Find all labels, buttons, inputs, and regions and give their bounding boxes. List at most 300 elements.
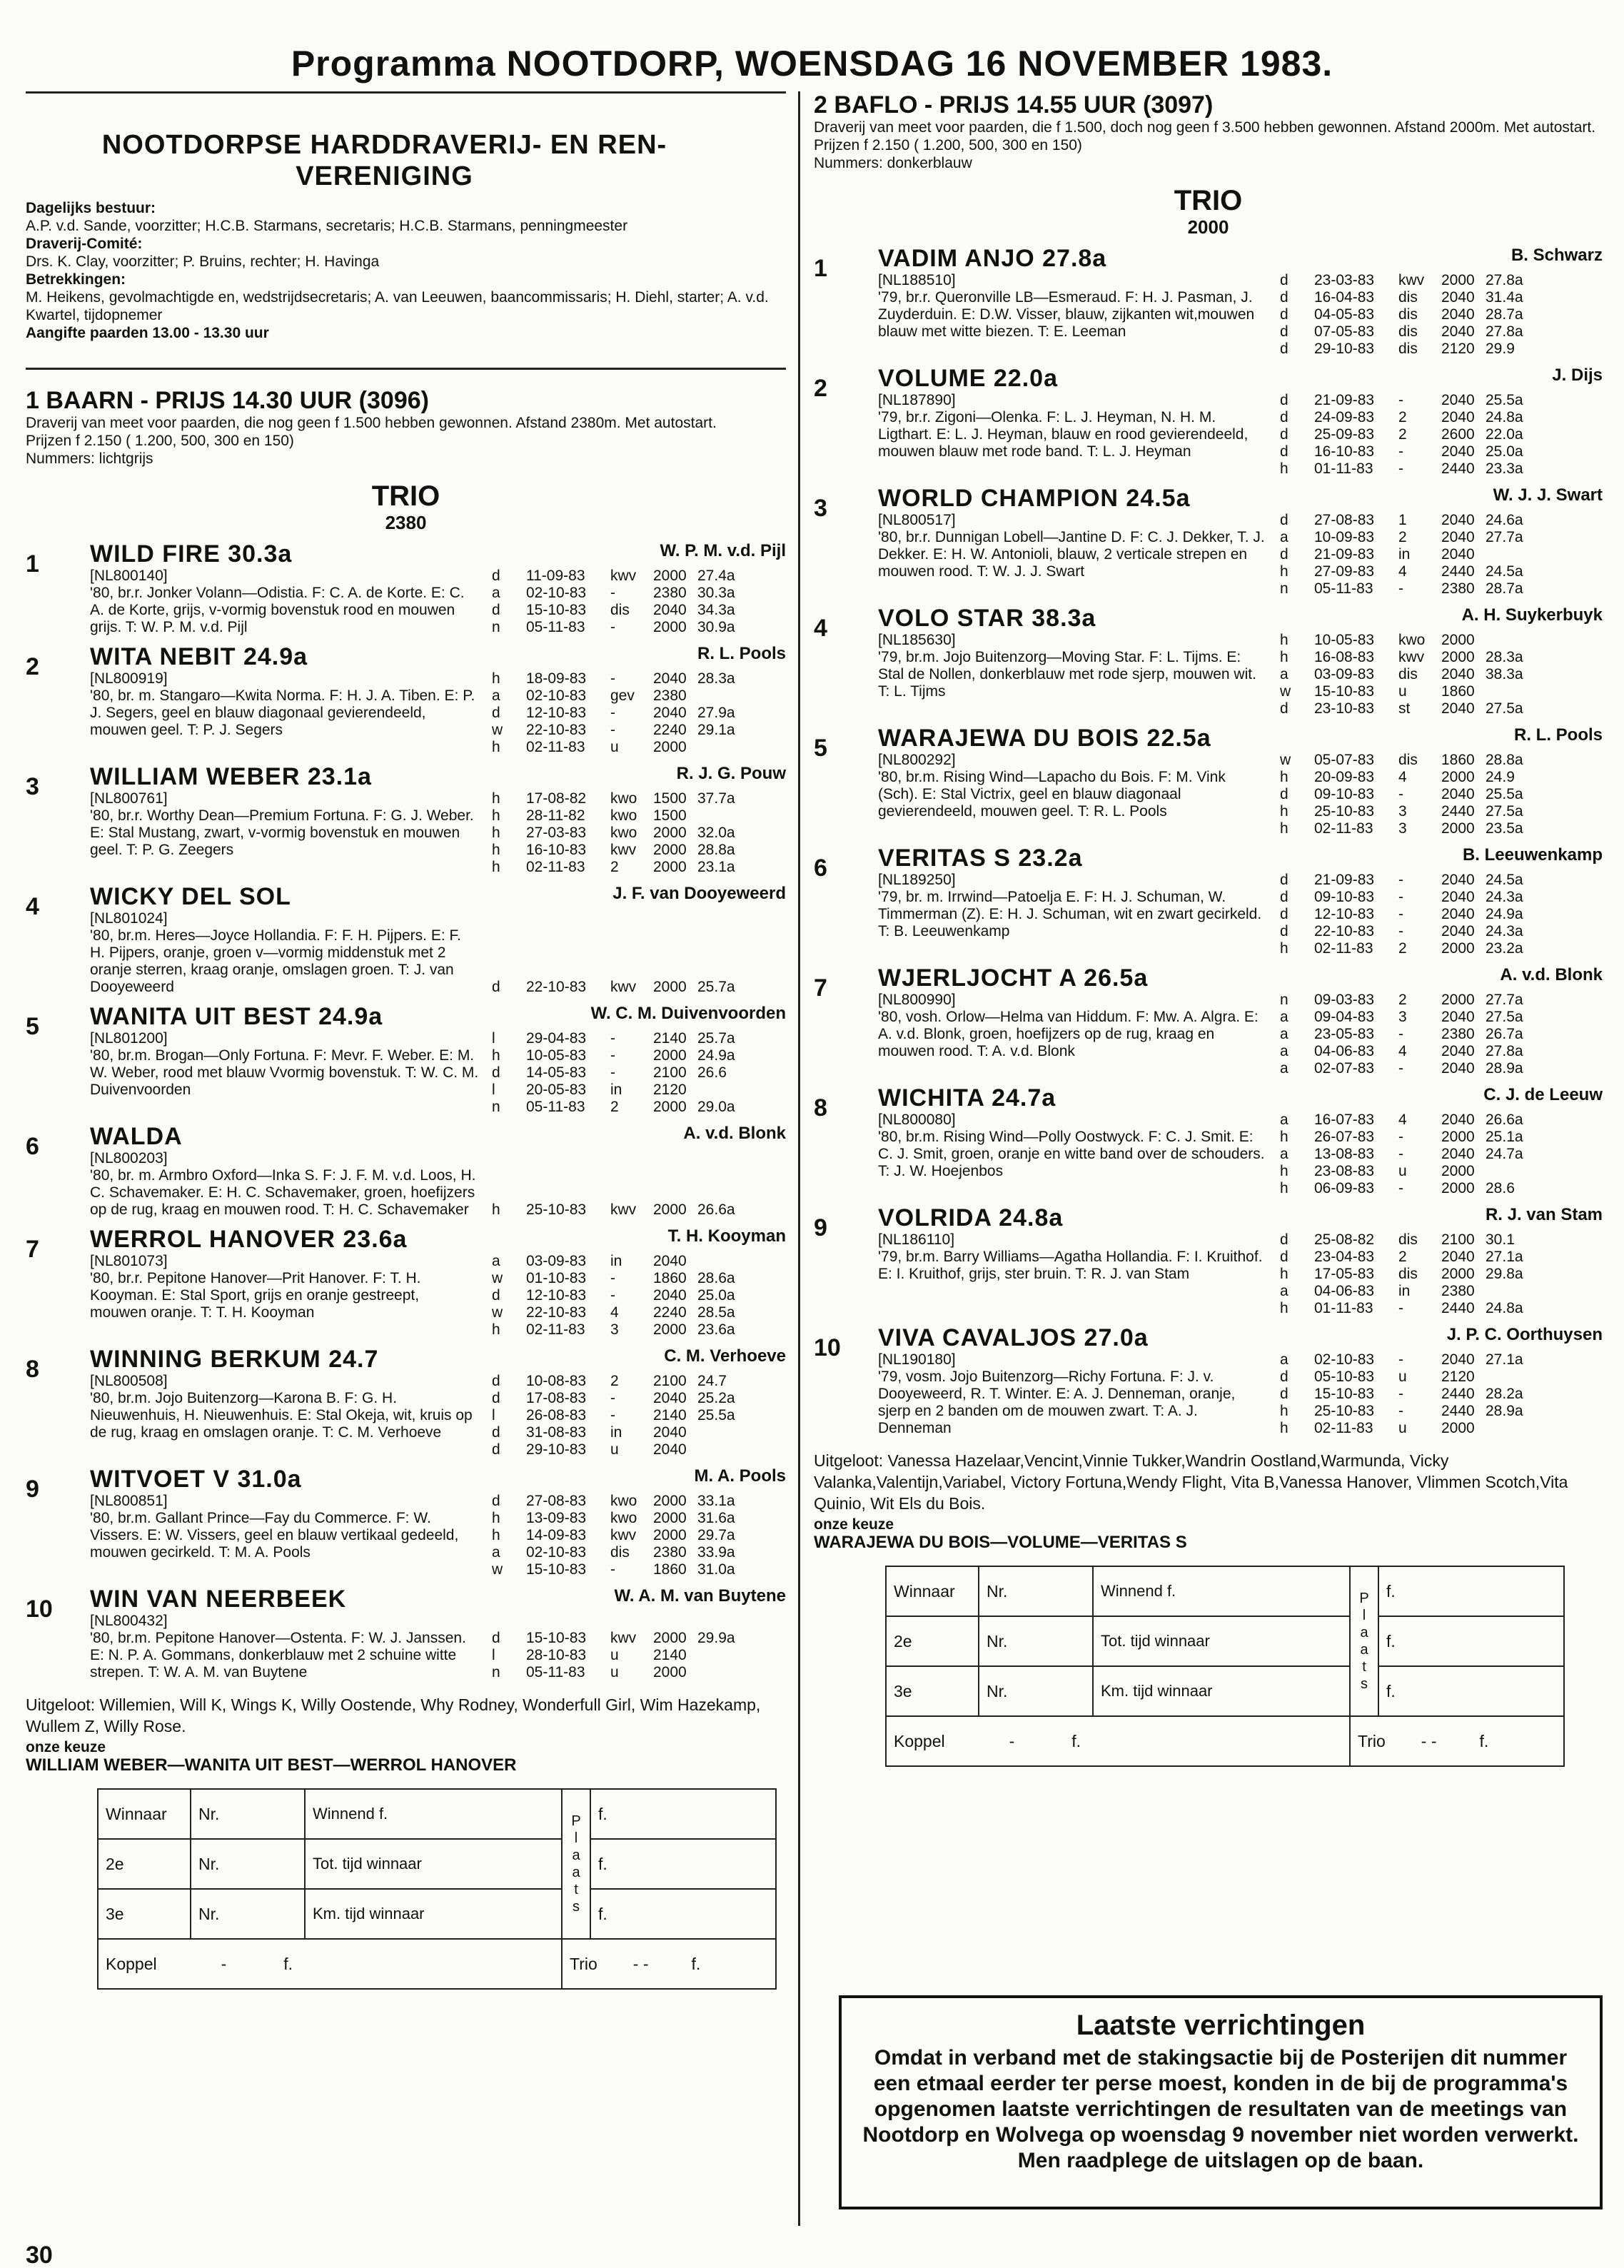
result-cell: a [1280,1146,1288,1162]
horse-body [90,883,786,996]
result-cell: 1500 [653,807,687,824]
horse-info [878,992,1603,1077]
horse-body [90,1466,786,1578]
result-cell: kwv [610,979,637,995]
result-cell: 2040 [653,1390,687,1406]
result-cell: 25.1a [1486,1129,1523,1145]
horse-registration: [NL800990] [878,992,956,1008]
result-cell: h [492,790,500,807]
result-cell: 24.5a [1486,872,1523,888]
form-f-field[interactable]: f. [590,1839,776,1889]
horse-entry [814,845,1603,957]
result-cell: - [610,1390,615,1406]
form-f-field[interactable]: f. [1378,1566,1564,1616]
result-cell: - [1398,1403,1403,1419]
bestuur-label: Dagelijks bestuur: [26,200,156,216]
horse-name: WIN VAN NEERBEEK [90,1586,347,1613]
result-cell: 13-08-83 [1314,1146,1375,1162]
horse-info [90,1253,786,1339]
result-cell: 15-10-83 [1314,683,1375,700]
horse-name: WORLD CHAMPION 24.5a [878,485,1191,512]
result-cell: 2440 [1441,460,1475,477]
result-cell: d [1280,289,1288,306]
result-cell: d [1280,512,1288,528]
horse-registration: [NL800432] [90,1613,168,1629]
horse-registration: [NL800080] [878,1112,956,1128]
result-cell: 16-04-83 [1314,289,1375,306]
form-f-field[interactable]: f. [590,1889,776,1939]
result-cell: kwv [1398,272,1425,288]
result-cell: a [1280,1351,1288,1368]
result-cell: - [1398,923,1403,939]
horse-name: WICKY DEL SOL [90,883,291,910]
race-1-numbers: Nummers: lichtgrijs [26,450,153,467]
result-cell: 2000 [1441,272,1475,288]
result-cell: 2040 [1441,323,1475,340]
horse-entry [814,725,1603,837]
horse-body [878,845,1603,957]
horse-description [90,1253,479,1339]
horse-trainer: B. Leeuwenkamp [1462,845,1603,865]
result-cell: 26.6a [1486,1112,1523,1128]
result-cell: 12-10-83 [1314,906,1375,922]
result-cell: 23.1a [697,859,735,875]
result-cell: 2040 [653,670,687,687]
result-cell: 20-05-83 [526,1082,587,1098]
horse-trainer: B. Schwarz [1510,246,1603,265]
result-cell: 2 [1398,426,1407,443]
horse-trainer: M. A. Pools [694,1466,786,1486]
horse-results [479,979,786,996]
horse-info [878,512,1603,598]
result-cell: u [1398,1369,1407,1385]
result-row [1280,546,1603,563]
horse-number: 10 [814,1334,841,1361]
result-row [492,1630,786,1647]
horse-trainer: A. v.d. Blonk [683,1124,786,1143]
result-cell: n [1280,580,1288,597]
comite-label: Draverij-Comité: [26,236,143,252]
result-row [1280,1386,1603,1403]
result-cell: 25.7a [697,979,735,995]
result-cell: 02-11-83 [526,859,585,875]
race-1-excluded: Uitgeloot: Willemien, Will K, Wings K, Willy Oostende, Why Rodney, Wonderfull Girl, Wim Hazekamp, Wullem Z, Willy Rose. [26,1695,761,1735]
result-cell: 29.9a [697,1630,735,1646]
horse-pedigree: '80, br.r. Jonker Volann—Odistia. F: C. A. de Korte. E: C. A. de Korte, grijs, v-vormig bovenstuk rood en mouwen grijs. T: W. P. M. v.d. Pijl [90,585,465,635]
result-cell: 29-10-83 [1314,341,1375,357]
result-cell: h [492,807,500,824]
result-row [492,1424,786,1441]
result-cell: d [1280,786,1288,802]
horse-name: WILD FIRE 30.3a [90,540,293,568]
result-cell: h [492,825,500,841]
trio-cell[interactable] [1350,1716,1564,1766]
result-cell: 27.8a [1486,272,1523,288]
race-1-keuze: WILLIAM WEBER—WANITA UIT BEST—WERROL HANOVER [26,1755,517,1775]
result-row [1280,460,1603,478]
result-row [492,1647,786,1664]
result-cell: in [1398,546,1411,563]
result-cell: 13-09-83 [526,1510,587,1526]
result-cell: dis [1398,306,1418,323]
result-cell: 2000 [653,1630,687,1646]
result-cell: 2040 [1441,1009,1475,1025]
result-cell: 24.6a [1486,512,1523,528]
result-cell: 28.8a [1486,752,1523,768]
result-row [1280,649,1603,666]
form-nr-field[interactable]: Nr. [191,1789,305,1839]
race-1-distance: 2380 [385,512,427,533]
result-cell: 28.6a [697,1270,735,1286]
result-cell: 2000 [653,619,687,635]
result-cell: l [492,1082,495,1098]
result-cell: d [1280,306,1288,323]
horse-registration: [NL185630] [878,632,956,648]
result-row [1280,1043,1603,1060]
horse-trainer: A. H. Suykerbuyk [1461,605,1603,625]
result-cell: 2440 [1441,563,1475,580]
horse-entry [26,643,786,756]
result-cell: a [492,1253,500,1269]
result-cell: 04-05-83 [1314,306,1375,323]
horse-body [878,1204,1603,1317]
result-cell: w [492,722,503,738]
horse-name: VADIM ANJO 27.8a [878,245,1107,272]
horse-description [878,512,1267,598]
result-row [1280,1009,1603,1026]
form-nr-field[interactable]: Nr. [979,1666,1093,1716]
result-cell: kwv [610,1630,637,1646]
result-cell: 10-05-83 [1314,632,1375,648]
horse-info [878,1112,1603,1197]
result-cell: 01-10-83 [526,1270,587,1286]
race-1-prizes: Prijzen f 2.150 ( 1.200, 500, 300 en 150) [26,433,294,449]
result-cell: 2000 [653,1493,687,1509]
result-row [492,1510,786,1527]
result-cell: 02-10-83 [526,687,587,704]
result-row [1280,992,1603,1009]
horse-pedigree: '80, br.m. Rising Wind—Lapacho du Bois. F: M. Vink (Sch). E: Stal Victrix, geel en blauw diagonaal gevierendeeld, mouwen geel. T: R. L. Pools [878,769,1226,820]
result-row [1280,1403,1603,1420]
horse-description [878,1112,1267,1197]
horse-entry [814,1084,1603,1197]
result-cell: d [1280,272,1288,288]
horse-name: WANITA UIT BEST 24.9a [90,1003,383,1030]
result-cell: 05-07-83 [1314,752,1375,768]
result-cell: u [610,1664,619,1680]
horse-results [479,790,786,876]
horse-entry [26,1466,786,1578]
result-cell: 2040 [653,1424,687,1441]
association-info [26,199,786,342]
result-cell [697,1082,755,1099]
result-cell: 23.2a [1486,940,1523,957]
result-cell: 2040 [1441,1112,1475,1128]
result-cell: 23-04-83 [1314,1249,1375,1265]
top-rule-left [26,91,786,94]
result-cell: 02-11-83 [1314,820,1373,837]
horse-pedigree: '80, br. m. Armbro Oxford—Inka S. F: J. F. M. v.d. Loos, H. C. Schavemaker. E: H. C. Schavemaker, groen, hoefijzers op de rug, kraag en mouwen rood. T: H. C. Schavemaker [90,1167,476,1218]
result-cell: h [1280,1180,1288,1196]
horse-body [878,725,1603,837]
result-cell: w [1280,752,1291,768]
form-nr-field[interactable]: Nr. [191,1839,305,1889]
result-cell: 26.6 [697,1064,727,1081]
result-cell: - [1398,1351,1403,1368]
result-cell: 2040 [653,1441,687,1458]
result-cell [1486,1163,1543,1180]
horse-number: 6 [26,1133,39,1160]
horse-entry [814,605,1603,717]
result-cell: 04-06-83 [1314,1283,1375,1299]
form-nr-field[interactable]: Nr. [979,1616,1093,1666]
result-cell: d [1280,1386,1288,1402]
result-cell: 32.0a [697,825,735,841]
result-cell: 11-09-83 [526,568,585,584]
result-cell: kwo [610,825,637,841]
horse-results [479,1201,786,1219]
result-row [1280,666,1603,683]
result-cell: 25-10-83 [1314,803,1375,820]
horse-info [90,568,786,636]
result-cell: 2000 [1441,769,1475,785]
horse-pedigree: '79, br.m. Barry Williams—Agatha Hollandia. F: I. Kruithof. E: I. Kruithof, grijs, ster bruin. T: R. J. van Stam [878,1249,1263,1282]
race-2-trio: TRIO [1174,185,1243,216]
result-cell: 29.9 [1486,341,1515,357]
result-cell: 02-11-83 [526,739,585,755]
result-cell [697,687,755,705]
horse-number: 4 [26,893,39,920]
result-cell: d [492,1390,500,1406]
result-cell: 23.6a [697,1321,735,1338]
result-cell: 2040 [1441,1249,1475,1265]
horse-number: 1 [26,550,39,578]
horse-name: WARAJEWA DU BOIS 22.5a [878,725,1211,752]
latest-results-notice [839,1995,1603,2209]
koppel-cell[interactable] [886,1716,1350,1766]
result-cell: 1500 [653,790,687,807]
horse-results [1267,1112,1603,1197]
result-cell: 05-11-83 [526,619,585,635]
result-cell: d [492,1424,500,1441]
horse-description [90,1150,479,1219]
result-cell: 2600 [1441,426,1475,443]
result-cell: 23-03-83 [1314,272,1375,288]
race-2-keuze: WARAJEWA DU BOIS—VOLUME—VERITAS S [814,1533,1187,1552]
horse-info [90,1613,786,1681]
race-2-desc: Draverij van meet voor paarden, die f 1.500, doch nog geen f 3.500 hebben gewonnen. Afstand 2000m. Met autostart. [814,119,1596,136]
result-cell: 25-10-83 [1314,1403,1375,1419]
horse-results [1267,752,1603,837]
result-row [492,1304,786,1321]
result-cell: 10-05-83 [526,1047,587,1064]
page-title: Programma NOOTDORP, WOENSDAG 16 NOVEMBER 1983. [291,44,1333,84]
result-cell: 3 [1398,1009,1407,1025]
result-cell: 2100 [1441,1231,1475,1248]
result-cell: 2040 [1441,786,1475,802]
result-row [492,1441,786,1458]
result-cell: 2000 [1441,1163,1475,1179]
result-cell: 27.4a [697,568,735,584]
horse-info [878,872,1603,957]
result-cell: 14-05-83 [526,1064,587,1081]
result-cell: a [1280,1112,1288,1128]
horse-pedigree: '80, br.m. Gallant Prince—Fay du Commerce. F: W. Vissers. E: W. Vissers, geel en blauw vertikaal gedeeld, mouwen gecirkeld. T: M. A. Pools [90,1510,459,1561]
horse-entry [814,245,1603,358]
result-row [492,1321,786,1339]
result-cell: 22-10-83 [526,979,587,995]
result-cell: - [610,619,615,635]
result-cell: 23.5a [1486,820,1523,837]
horse-info [90,790,786,876]
result-cell: 27.7a [1486,992,1523,1008]
result-row [1280,803,1603,820]
result-cell: 2040 [1441,289,1475,306]
koppel-cell[interactable] [98,1939,562,1989]
result-row [1280,306,1603,323]
form-nr-field[interactable]: Nr. [191,1889,305,1939]
result-cell: 33.1a [697,1493,735,1509]
result-cell: 2000 [653,568,687,584]
result-cell: 02-07-83 [1314,1060,1375,1077]
horse-results [479,1493,786,1578]
result-cell: a [1280,1009,1288,1025]
result-cell: h [1280,769,1288,785]
result-cell: 2040 [653,705,687,721]
form-f-field[interactable]: f. [590,1789,776,1839]
result-cell: 2380 [653,687,687,704]
result-cell: 2000 [653,1664,687,1680]
result-cell: d [1280,700,1288,717]
result-cell: 12-10-83 [526,1287,587,1304]
form-row-label: Winnaar [98,1789,191,1839]
horse-registration: [NL189250] [878,872,956,888]
form-label: Tot. tijd winnaar [1093,1616,1350,1666]
race-2 [814,91,1603,1767]
horse-results [479,670,786,756]
result-row [1280,906,1603,923]
result-cell: 2040 [1441,529,1475,545]
result-cell [697,739,755,756]
result-row [492,842,786,859]
result-cell: 17-08-82 [526,790,587,807]
result-cell: 2000 [1441,649,1475,665]
prediction-form [97,1788,777,1990]
horse-pedigree: '79, br. m. Irrwind—Patoelja E. F: H. J. Schuman, W. Timmerman (Z). E: H. J. Schuman, wit en zwart gecirkeld. T: B. Leeuwenkamp [878,889,1262,939]
result-cell: 02-11-83 [1314,940,1373,957]
result-cell: 31-08-83 [526,1424,587,1441]
race-2-excluded: Uitgeloot: Vanessa Hazelaar,Vencint,Vinnie Tukker,Wandrin Oostland,Warmunda, Vicky Valanka,Valentijn,Variabel, Victory Fortuna,Wendy Flight, Vita B,Vanessa Hanover, Vlimmen Scotch,Vita Quinio, Wit Els du Bois. [814,1451,1568,1513]
result-cell: 2120 [1441,1369,1475,1385]
result-cell: 20-09-83 [1314,769,1375,785]
result-row [492,1030,786,1047]
result-cell: d [492,1287,500,1304]
result-cell: 2040 [653,1287,687,1304]
result-cell: 25.5a [1486,392,1523,408]
form-nr-field[interactable]: Nr. [979,1566,1093,1616]
result-cell: 28.2a [1486,1386,1523,1402]
result-cell: 2 [610,859,619,875]
result-cell: 05-11-83 [526,1099,585,1115]
horse-body [878,1084,1603,1197]
horse-description [90,1493,479,1578]
form-f-field[interactable]: f. [1378,1666,1564,1716]
result-cell: 2040 [1441,700,1475,717]
form-f-field[interactable]: f. [1378,1616,1564,1666]
result-row [1280,289,1603,306]
horse-description [878,992,1267,1077]
result-cell: 25-09-83 [1314,426,1375,443]
result-cell: 2 [1398,1249,1407,1265]
result-cell: dis [1398,1231,1418,1248]
result-cell: 2040 [1441,889,1475,905]
result-cell: 1860 [1441,683,1475,700]
result-row [1280,683,1603,700]
result-row [1280,1249,1603,1266]
result-cell: 28.9a [1486,1403,1523,1419]
result-cell: 2000 [653,1510,687,1526]
horse-trainer: W. P. M. v.d. Pijl [660,541,786,560]
result-cell: 29-10-83 [526,1441,587,1458]
result-row [492,825,786,842]
horse-description [878,1231,1267,1317]
result-cell: 2000 [653,842,687,858]
horse-pedigree: '80, br.m. Jojo Buitenzorg—Karona B. F: G. H. Nieuwenhuis, H. Nieuwenhuis. E: Stal Okeja, wit, kruis op de rug, kraag en omslagen oranje. T: C. M. Verhoeve [90,1390,473,1441]
horse-registration: [NL801200] [90,1030,168,1047]
result-cell: 16-10-83 [1314,443,1375,460]
result-cell: 2040 [1441,306,1475,323]
result-cell: h [492,739,500,755]
result-cell: 25.7a [697,1030,735,1047]
horse-description [90,670,479,756]
horse-description [90,1373,479,1458]
result-cell: h [1280,803,1288,820]
horse-results [1267,392,1603,478]
result-cell: d [1280,341,1288,357]
result-cell: 2000 [1441,1180,1475,1196]
result-cell: a [1280,666,1288,682]
result-cell: 21-09-83 [1314,392,1375,408]
result-row [1280,769,1603,786]
result-cell: 22.0a [1486,426,1523,443]
result-cell: 2 [1398,992,1407,1008]
bestuur-text: A.P. v.d. Sande, voorzitter; H.C.B. Starmans, secretaris; H.C.B. Starmans, penningmeester [26,218,628,234]
prediction-form [885,1566,1565,1767]
form-label: Winnend f. [305,1789,562,1839]
notice-text: Omdat in verband met de stakingsactie bij de Posterijen dit nummer een etmaal eerder ter perse moest, konden in de bij de programma's opgenomen laatste verrichtingen de resultaten van de meetings van Nootdorp en Wolvega op woensdag 9 november niet worden verwerkt. Men raadplege de uitslagen op de baan. [862,2046,1579,2172]
result-cell: 27.8a [1486,323,1523,340]
result-cell: d [492,602,500,618]
result-cell: 2140 [653,1407,687,1423]
result-cell: 2040 [1441,443,1475,460]
result-cell: d [1280,923,1288,939]
result-cell: dis [1398,323,1418,340]
result-row [492,1561,786,1578]
result-cell: 03-09-83 [526,1253,587,1269]
horse-entry [814,485,1603,598]
trio-cell[interactable] [562,1939,776,1989]
result-cell: dis [1398,666,1418,682]
result-cell: 2 [1398,940,1407,957]
result-cell: d [492,1493,500,1509]
result-row [1280,1060,1603,1077]
result-cell: 2380 [653,585,687,601]
result-cell: h [1280,649,1288,665]
result-row [492,1527,786,1544]
horse-pedigree: '80, br.m. Heres—Joyce Hollandia. F: F. H. Pijpers. E: F. H. Pijpers, oranje, groen v—vormig middenstuk met 2 oranje sterren, kraag oranje, omslagen groen. T: J. van Dooyeweerd [90,927,461,995]
horse-registration: [NL187890] [878,392,956,408]
betrekkingen-text: M. Heikens, gevolmachtigde en, wedstrijdsecretaris; A. van Leeuwen, baancommissaris; H. Diehl, starter; A. v.d. Kwartel, tijdopnemer [26,289,769,323]
